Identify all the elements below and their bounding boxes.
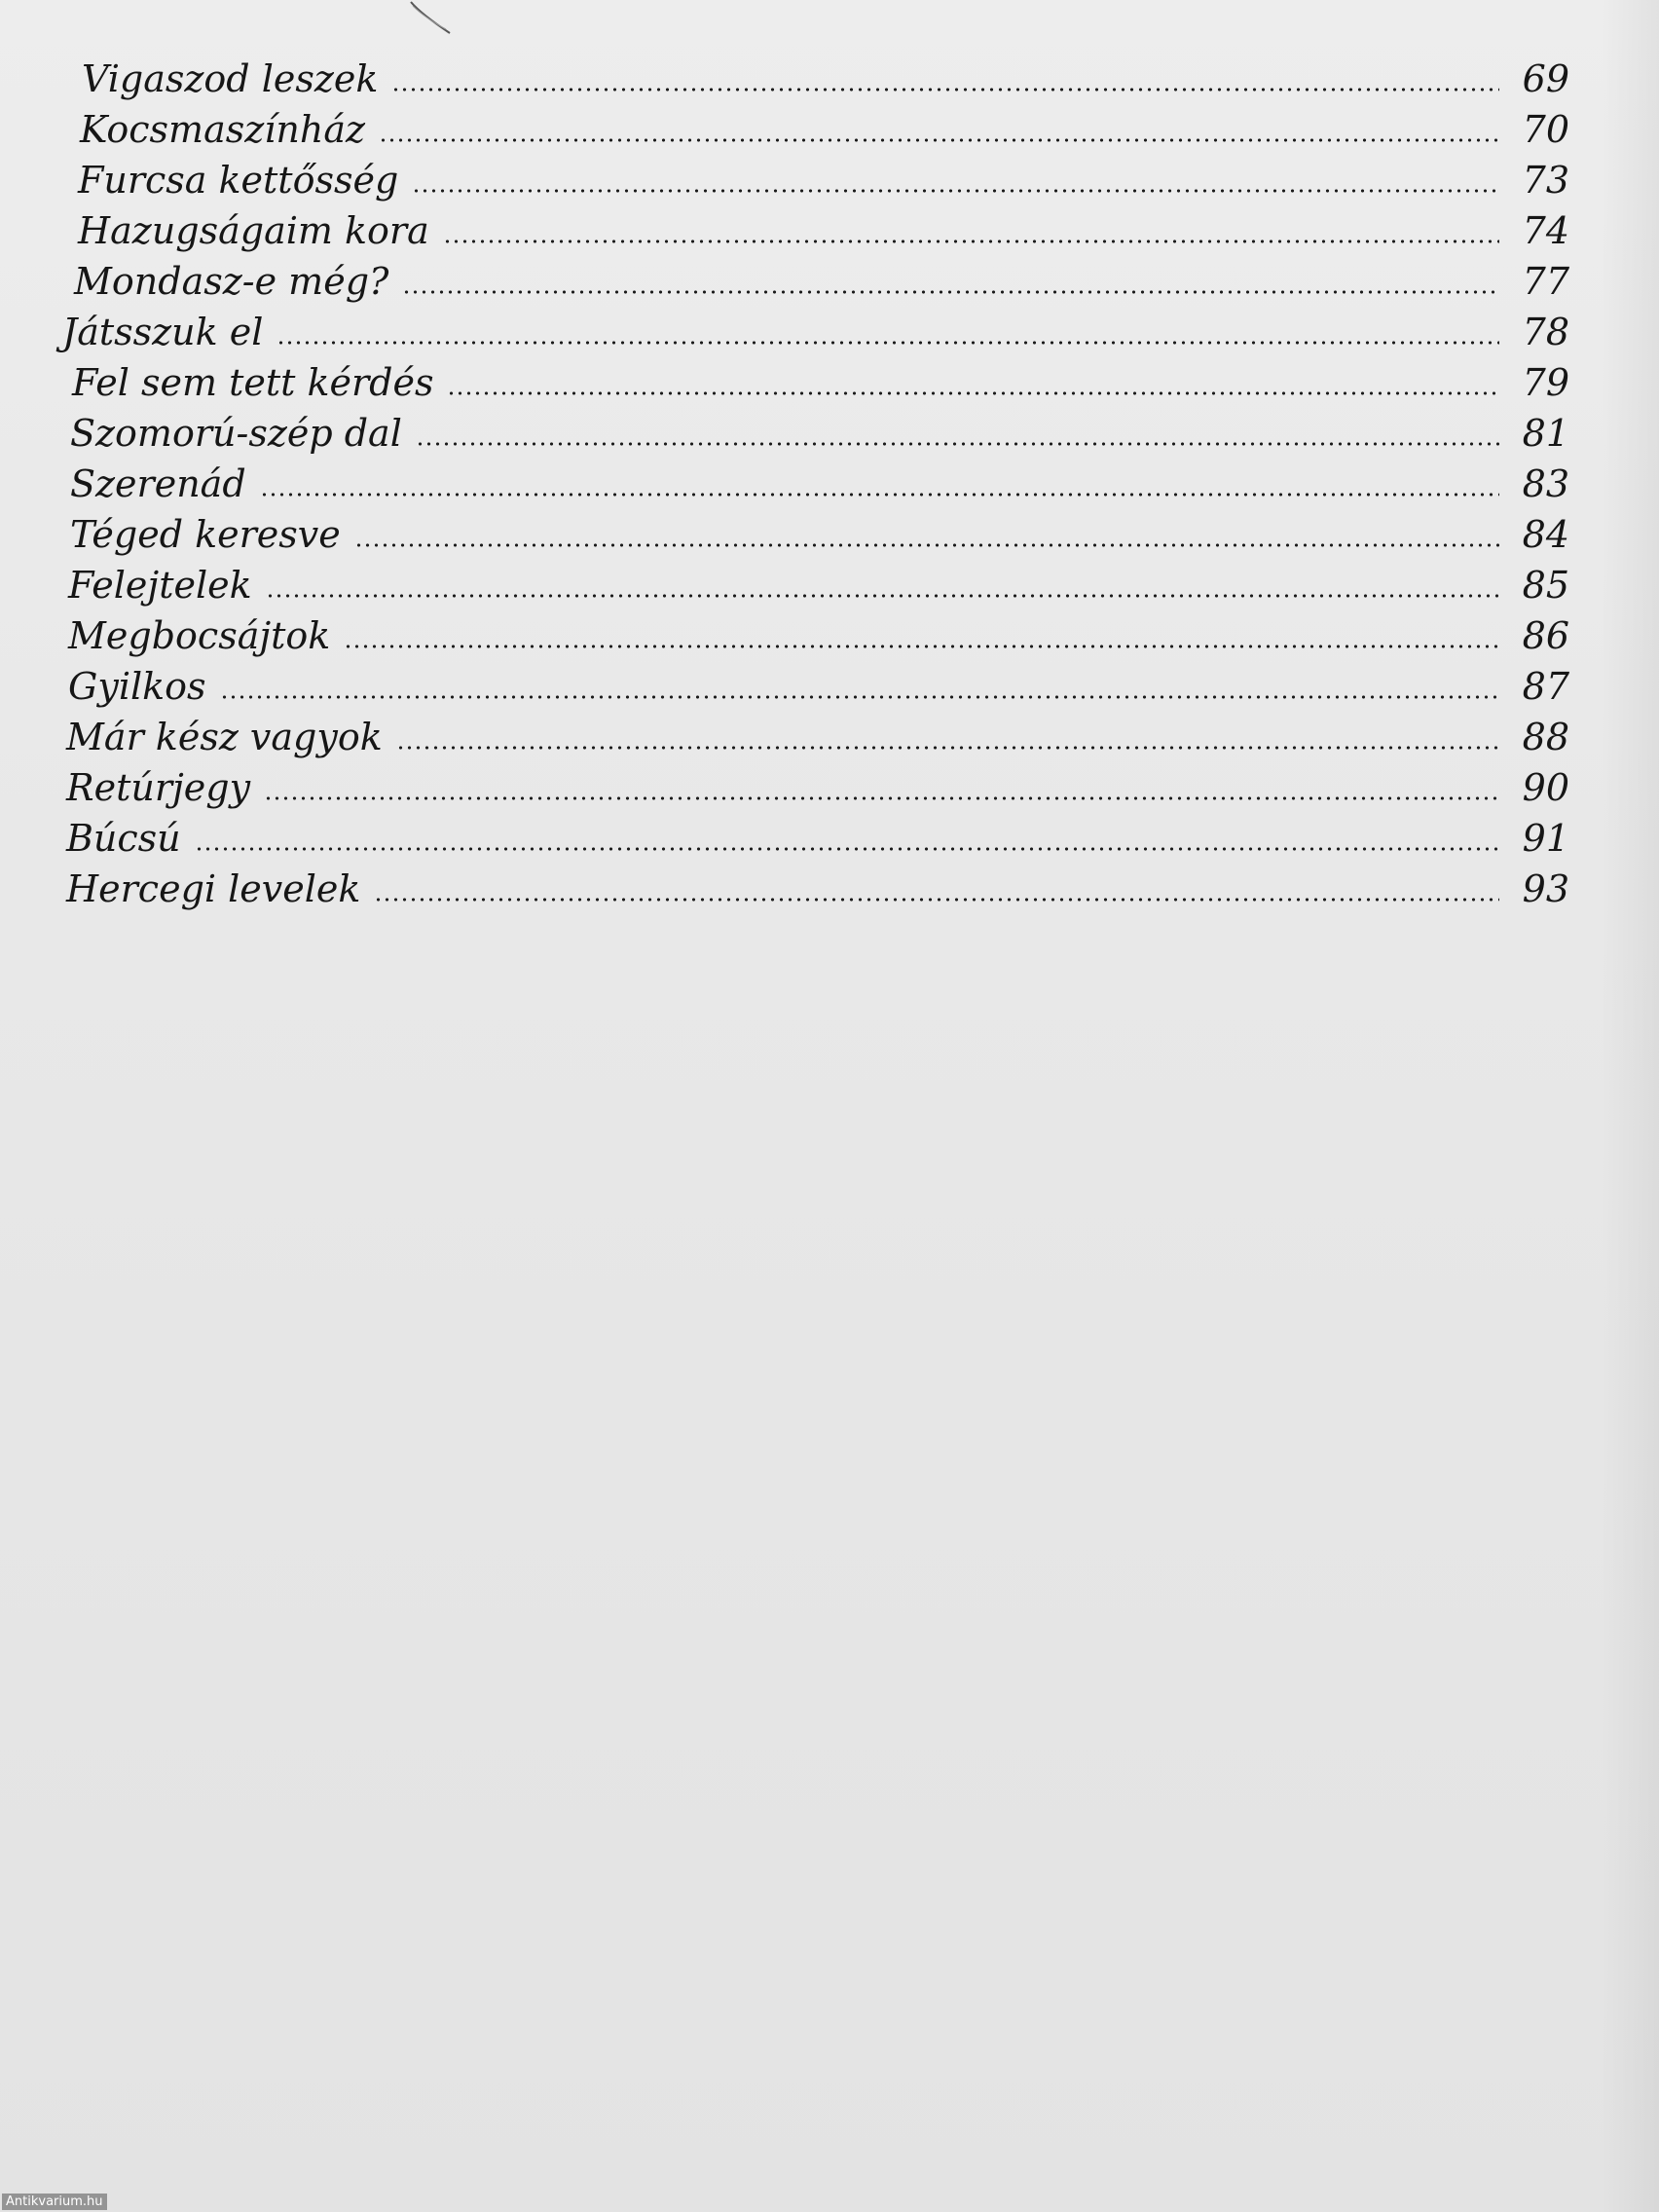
dot-leader [260,493,1499,497]
toc-entry-title: Téged keresve [70,513,341,556]
toc-entry-page-number: 84 [1522,513,1569,556]
toc-entry [62,810,1569,861]
toc-entry-title: Szomorú-szép dal [70,412,402,455]
toc-entry [62,506,1569,557]
toc-entry-title: Búcsú [66,817,181,860]
dot-leader [379,138,1499,142]
toc-entry-page-number: 88 [1522,716,1569,758]
toc-entry-title: Szerenád [70,462,246,505]
toc-entry-page-number: 91 [1522,817,1569,860]
toc-entry-title: Felejtelek [68,564,252,607]
toc-entry [62,203,1569,253]
dot-leader [443,240,1499,243]
toc-entry-page-number: 69 [1522,57,1569,100]
toc-entry-title: Retúrjegy [66,766,251,809]
toc-entry-title: Kocsmaszínház [80,108,366,151]
page-edge-shadow [1601,0,1659,2212]
watermark: Antikvarium.hu [2,2194,107,2210]
toc-entry-title: Fel sem tett kérdés [72,361,434,404]
dot-leader [354,543,1499,547]
toc-entry [62,354,1569,405]
toc-entry-title: Hercegi levelek [66,867,361,910]
dot-leader [344,645,1499,648]
dot-leader [416,442,1499,446]
toc-entry-page-number: 87 [1522,665,1569,708]
toc-entry [62,253,1569,304]
dot-leader [447,391,1499,395]
page-curl-mark [407,0,456,37]
toc-entry [62,658,1569,709]
dot-leader [264,796,1499,800]
dot-leader [266,594,1499,598]
toc-entry-title: Vigaszod leszek [82,57,379,100]
toc-entry [62,456,1569,506]
toc-entry-page-number: 86 [1522,614,1569,657]
toc-entry-page-number: 93 [1522,867,1569,910]
dot-leader [220,695,1499,699]
toc-entry [62,304,1569,354]
toc-entry-title: Megbocsájtok [68,614,331,657]
toc-entry-title: Furcsa kettősség [78,159,399,202]
toc-entry-title: Már kész vagyok [66,716,383,758]
dot-leader [374,898,1499,902]
toc-entry-title: Játsszuk el [62,311,264,353]
toc-entry [62,101,1569,152]
dot-leader [402,290,1499,294]
toc-entry-page-number: 90 [1522,766,1569,809]
toc-entry-title: Mondasz-e még? [74,260,389,303]
toc-entry [62,51,1569,101]
toc-entry-page-number: 73 [1522,159,1569,202]
toc-entry-page-number: 79 [1522,361,1569,404]
toc-entry [62,557,1569,608]
toc-entry [62,608,1569,658]
toc-entry [62,759,1569,810]
toc-entry [62,709,1569,759]
dot-leader [412,189,1499,193]
dot-leader [195,847,1499,851]
toc-entry-page-number: 81 [1522,412,1569,455]
dot-leader [276,341,1499,345]
toc-entry-title: Gyilkos [68,665,206,708]
toc-entry [62,152,1569,203]
toc-entry-title: Hazugságaim kora [78,209,429,252]
dot-leader [391,88,1499,92]
toc-entry-page-number: 83 [1522,462,1569,505]
toc-entry [62,861,1569,911]
dot-leader [396,746,1499,750]
toc-entry [62,405,1569,456]
toc-entry-page-number: 70 [1522,108,1569,151]
toc-entry-page-number: 78 [1522,311,1569,353]
table-of-contents [62,51,1569,911]
toc-entry-page-number: 85 [1522,564,1569,607]
toc-entry-page-number: 74 [1522,209,1569,252]
toc-entry-page-number: 77 [1522,260,1569,303]
